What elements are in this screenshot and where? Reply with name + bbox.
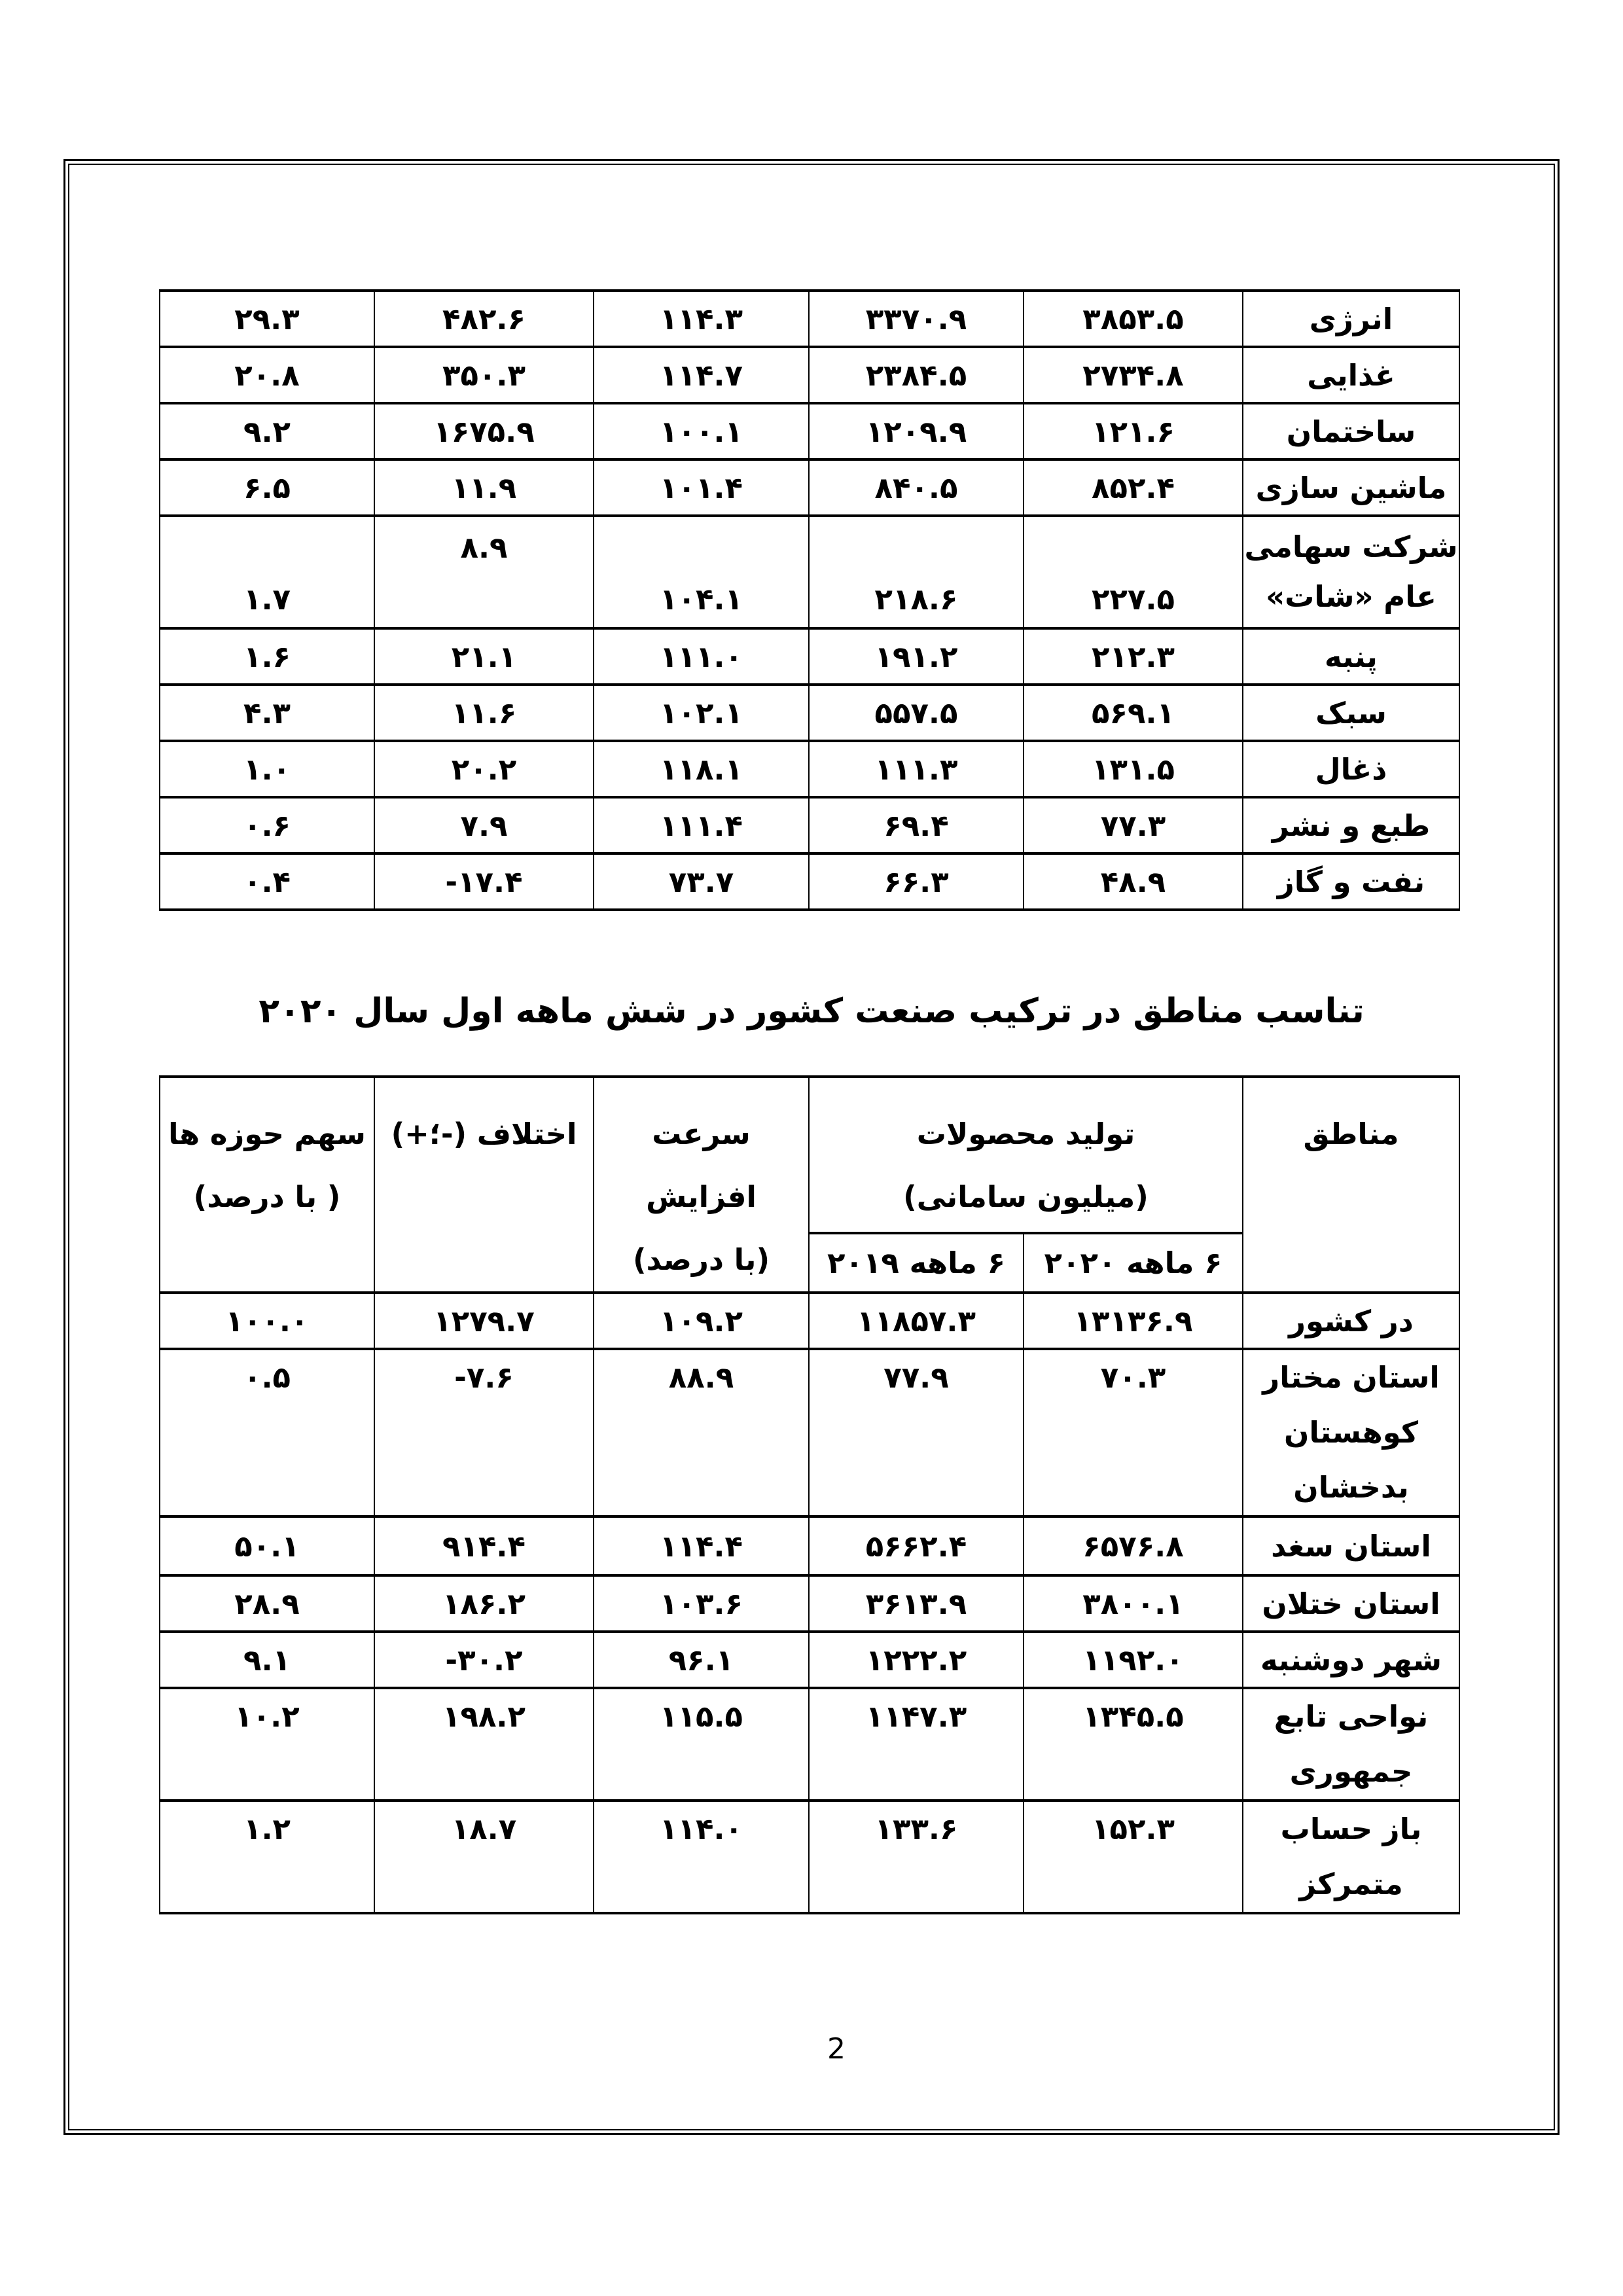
- value-cell: ۱.۲: [160, 1801, 374, 1913]
- value-cell: ۱۰۲.۱: [594, 685, 809, 741]
- value-cell: ۹۱۴.۴: [374, 1516, 594, 1575]
- row-label-cell: [1243, 516, 1459, 628]
- row-label-cell: طبع و نشر: [1243, 797, 1459, 853]
- value-cell: ۲۰.۸: [160, 347, 374, 403]
- header-period-2019: ۶ ماهه ۲۰۱۹: [809, 1233, 1024, 1293]
- value-cell: -۳۰.۲: [374, 1632, 594, 1688]
- value-cell: ۱.۷: [160, 516, 374, 628]
- value-cell: ۳۸۵۳.۵: [1024, 291, 1243, 347]
- table-row: [160, 1349, 1459, 1516]
- value-cell: ۰.۴: [160, 853, 374, 910]
- value-cell: ۱۱۸.۱: [594, 741, 809, 797]
- value-cell: ۱۰۹.۲: [594, 1293, 809, 1349]
- value-cell: ۱۲۲۲.۲: [809, 1632, 1024, 1688]
- table-row: [160, 1688, 1459, 1801]
- header-line: تولید محصولات: [916, 1117, 1135, 1151]
- value-cell: ۱۲۰۹.۹: [809, 403, 1024, 459]
- row-label-line: متمرکز: [1299, 1867, 1403, 1901]
- header-line: سهم حوزه ها: [168, 1117, 366, 1151]
- value-cell: ۱۱۱.۴: [594, 797, 809, 853]
- header-line: (با درصد): [632, 1242, 770, 1277]
- row-label-cell: در کشور: [1243, 1293, 1459, 1349]
- header-line: سرعت افزایش: [646, 1117, 757, 1214]
- value-cell: ۱۲۷۹.۷: [374, 1293, 594, 1349]
- value-cell: ۲۱.۱: [374, 628, 594, 685]
- value-cell: ۱۳۴۵.۵: [1024, 1688, 1243, 1801]
- value-cell: ۹.۱: [160, 1632, 374, 1688]
- row-label-line: باز حساب: [1280, 1812, 1422, 1846]
- row-label-cell: انرژی: [1243, 291, 1459, 347]
- table-row: [160, 853, 1459, 910]
- value-cell: ۶۶.۳: [809, 853, 1024, 910]
- value-cell: ۱۱۹۲.۰: [1024, 1632, 1243, 1688]
- value-cell: ۱۱.۹: [374, 459, 594, 516]
- page-number: 2: [827, 2032, 846, 2066]
- value-cell: ۱۲۱.۶: [1024, 403, 1243, 459]
- value-cell: ۱۱۱.۰: [594, 628, 809, 685]
- table-row: [160, 1801, 1459, 1913]
- table-row: [160, 291, 1459, 347]
- value-cell: ۱۶۷۵.۹: [374, 403, 594, 459]
- value-cell: ۱۱۱.۳: [809, 741, 1024, 797]
- value-cell: ۱۱۴.۰: [594, 1801, 809, 1913]
- value-cell: ۱۰.۲: [160, 1688, 374, 1801]
- row-label-cell: استان ختلان: [1243, 1575, 1459, 1632]
- row-label-line: شرکت سهامی: [1244, 529, 1458, 564]
- header-line: ( با درصد): [193, 1179, 341, 1214]
- row-label-cell: [1243, 1349, 1459, 1516]
- value-cell: ۳۵۰.۳: [374, 347, 594, 403]
- value-cell: ۱۳۳.۶: [809, 1801, 1024, 1913]
- value-cell: ۲۱۸.۶: [809, 516, 1024, 628]
- table-row: [160, 459, 1459, 516]
- header-difference: اختلاف (-؛+): [374, 1077, 594, 1293]
- table-row: [160, 347, 1459, 403]
- value-cell: ۱۰۱.۴: [594, 459, 809, 516]
- row-label-line: عام «شات»: [1266, 579, 1436, 614]
- value-cell: ۴۸.۹: [1024, 853, 1243, 910]
- value-cell: ۳۸۰۰.۱: [1024, 1575, 1243, 1632]
- value-cell: ۷۷.۳: [1024, 797, 1243, 853]
- value-cell: ۱۳۱۳۶.۹: [1024, 1293, 1243, 1349]
- table-row: [160, 1516, 1459, 1575]
- row-label-line: نواحی تابع: [1274, 1699, 1429, 1734]
- value-cell: ۱۱۴۷.۳: [809, 1688, 1024, 1801]
- row-label-cell: ماشین سازی: [1243, 459, 1459, 516]
- value-cell: ۴.۳: [160, 685, 374, 741]
- table-row: [160, 403, 1459, 459]
- value-cell: ۴۸۲.۶: [374, 291, 594, 347]
- value-cell: ۱۸۶.۲: [374, 1575, 594, 1632]
- row-label-cell: ساختمان: [1243, 403, 1459, 459]
- header-growth-rate: [594, 1077, 809, 1293]
- value-cell: ۰.۶: [160, 797, 374, 853]
- row-label-cell: [1243, 1688, 1459, 1801]
- table-row: [160, 741, 1459, 797]
- value-cell: ۱۱۵.۵: [594, 1688, 809, 1801]
- table-row: [160, 1575, 1459, 1632]
- value-cell: ۲۹.۳: [160, 291, 374, 347]
- value-cell: ۱۳۱.۵: [1024, 741, 1243, 797]
- value-cell: ۵۶۹.۱: [1024, 685, 1243, 741]
- table-header-row: [160, 1077, 1459, 1233]
- value-cell: ۱.۶: [160, 628, 374, 685]
- row-label-cell: نفت و گاز: [1243, 853, 1459, 910]
- value-cell: ۱۱۸۵۷.۳: [809, 1293, 1024, 1349]
- value-cell: ۲۲۷.۵: [1024, 516, 1243, 628]
- value-cell: ۹.۲: [160, 403, 374, 459]
- value-cell: ۲۸.۹: [160, 1575, 374, 1632]
- industry-sectors-table: [159, 289, 1460, 911]
- value-cell: ۱۱.۶: [374, 685, 594, 741]
- row-label-cell: سبک: [1243, 685, 1459, 741]
- row-label-cell: ذغال: [1243, 741, 1459, 797]
- value-cell: ۷۰.۳: [1024, 1349, 1243, 1516]
- value-cell: ۶۵۷۶.۸: [1024, 1516, 1243, 1575]
- value-cell: ۰.۵: [160, 1349, 374, 1516]
- table-row: [160, 797, 1459, 853]
- value-cell: ۱۱۴.۷: [594, 347, 809, 403]
- value-cell: ۹۶.۱: [594, 1632, 809, 1688]
- value-cell: ۱۱۴.۴: [594, 1516, 809, 1575]
- value-cell: ۸۵۲.۴: [1024, 459, 1243, 516]
- value-cell: ۱۰۰.۱: [594, 403, 809, 459]
- header-share: [160, 1077, 374, 1293]
- table-row: [160, 516, 1459, 628]
- row-label-line: کوهستان: [1283, 1415, 1419, 1450]
- value-cell: ۱۹۱.۲: [809, 628, 1024, 685]
- value-cell: ۶۹.۴: [809, 797, 1024, 853]
- value-cell: ۲۰.۲: [374, 741, 594, 797]
- header-line: (میلیون سامانی): [903, 1179, 1149, 1214]
- value-cell: ۷۳.۷: [594, 853, 809, 910]
- value-cell: ۱۰۰.۰: [160, 1293, 374, 1349]
- section-title: تناسب مناطق در ترکیب صنعت کشور در شش ماهه اول سال ۲۰۲۰: [259, 992, 1364, 1031]
- value-cell: ۸۸.۹: [594, 1349, 809, 1516]
- value-cell: ۱۸.۷: [374, 1801, 594, 1913]
- value-cell: ۳۶۱۳.۹: [809, 1575, 1024, 1632]
- value-cell: ۸.۹: [374, 516, 594, 628]
- value-cell: ۵۶۶۲.۴: [809, 1516, 1024, 1575]
- value-cell: -۱۷.۴: [374, 853, 594, 910]
- value-cell: ۳۳۷۰.۹: [809, 291, 1024, 347]
- table-row: [160, 1293, 1459, 1349]
- regions-table: [159, 1075, 1460, 1914]
- value-cell: ۲۳۸۴.۵: [809, 347, 1024, 403]
- value-cell: -۷.۶: [374, 1349, 594, 1516]
- row-label-line: بدخشان: [1293, 1470, 1409, 1505]
- row-label-cell: [1243, 1801, 1459, 1913]
- value-cell: ۶.۵: [160, 459, 374, 516]
- value-cell: ۱۹۸.۲: [374, 1688, 594, 1801]
- row-label-cell: شهر دوشنبه: [1243, 1632, 1459, 1688]
- value-cell: ۷۷.۹: [809, 1349, 1024, 1516]
- table-row: [160, 1632, 1459, 1688]
- value-cell: ۱۰۴.۱: [594, 516, 809, 628]
- row-label-cell: غذایی: [1243, 347, 1459, 403]
- value-cell: ۵۵۷.۵: [809, 685, 1024, 741]
- value-cell: ۸۴۰.۵: [809, 459, 1024, 516]
- row-label-cell: استان سغد: [1243, 1516, 1459, 1575]
- row-label-line: استان مختار: [1262, 1360, 1440, 1395]
- header-regions: مناطق: [1243, 1077, 1459, 1293]
- header-production: [809, 1077, 1243, 1233]
- value-cell: ۲۷۳۴.۸: [1024, 347, 1243, 403]
- header-period-2020: ۶ ماهه ۲۰۲۰: [1024, 1233, 1243, 1293]
- table-row: [160, 628, 1459, 685]
- value-cell: ۱۱۴.۳: [594, 291, 809, 347]
- table-row: [160, 685, 1459, 741]
- value-cell: ۵۰.۱: [160, 1516, 374, 1575]
- value-cell: ۱۰۳.۶: [594, 1575, 809, 1632]
- row-label-line: جمهوری: [1289, 1754, 1413, 1789]
- value-cell: ۱.۰: [160, 741, 374, 797]
- value-cell: ۲۱۲.۳: [1024, 628, 1243, 685]
- value-cell: ۷.۹: [374, 797, 594, 853]
- value-cell: ۱۵۲.۳: [1024, 1801, 1243, 1913]
- row-label-cell: پنبه: [1243, 628, 1459, 685]
